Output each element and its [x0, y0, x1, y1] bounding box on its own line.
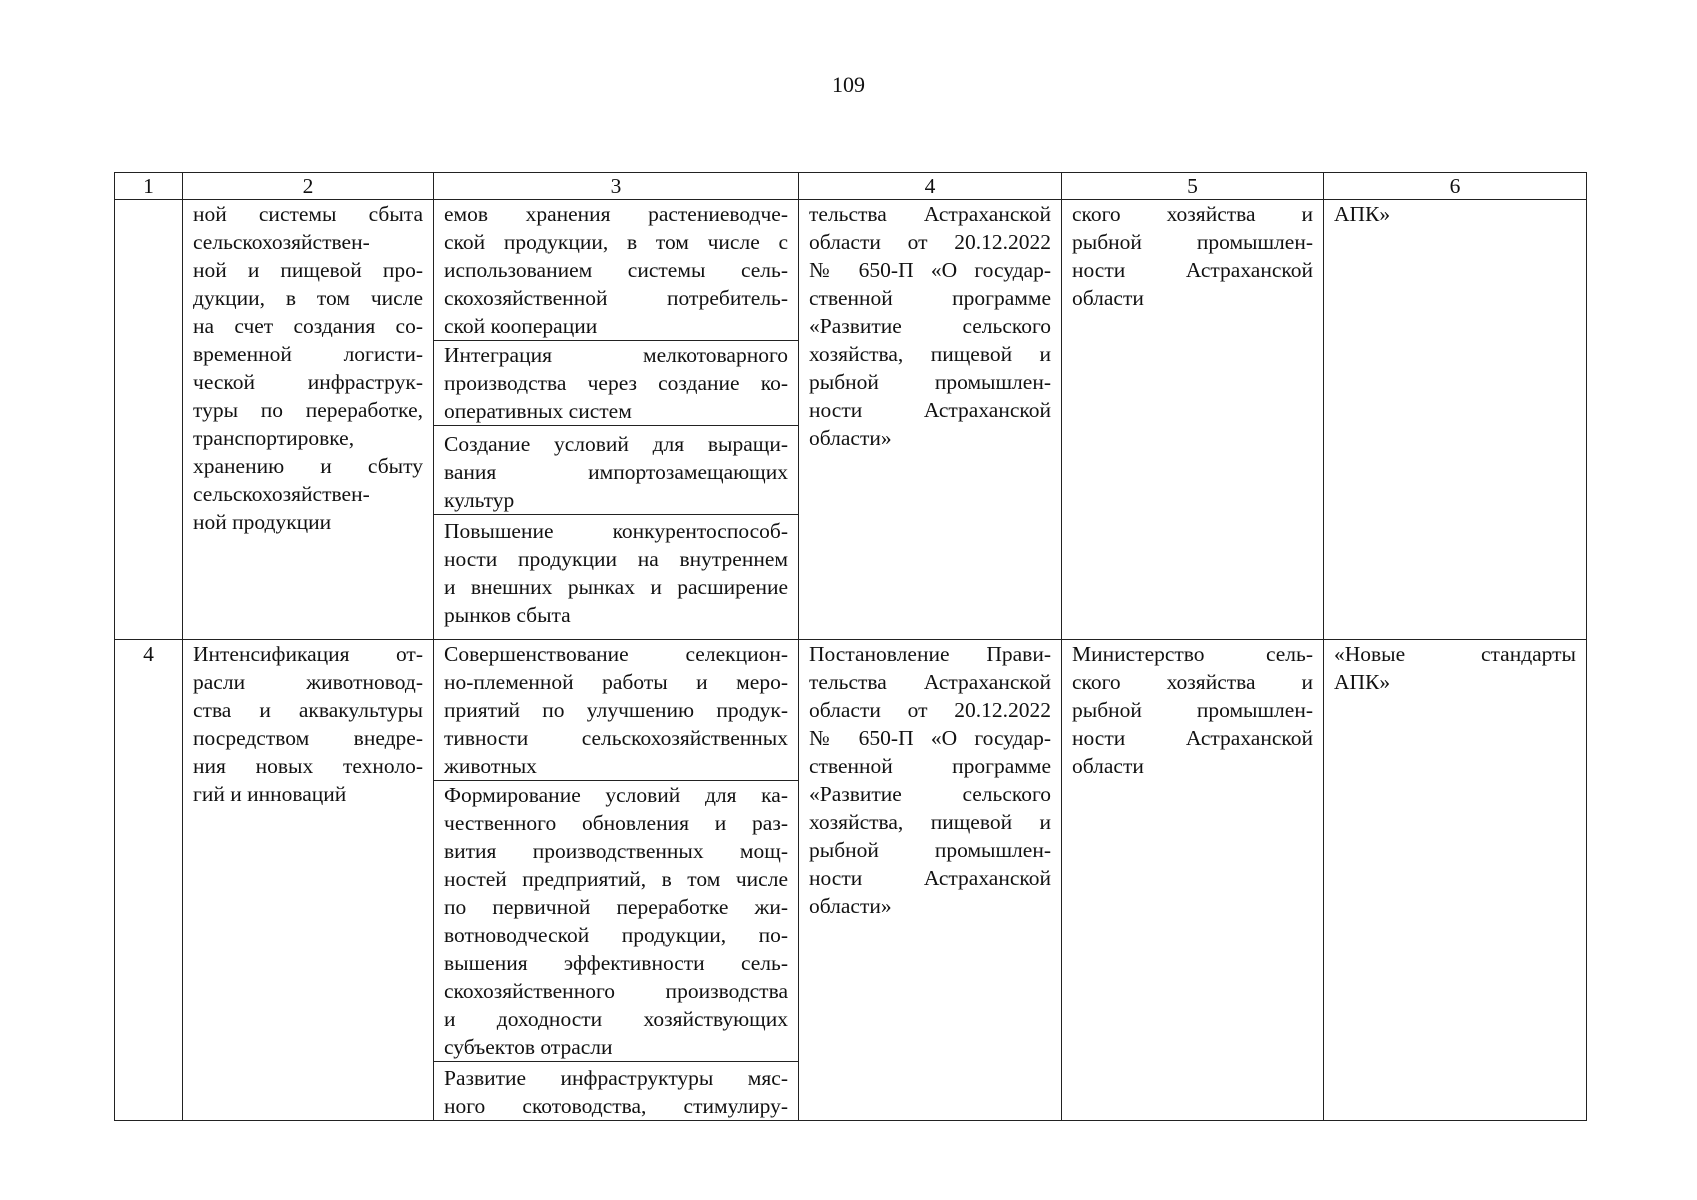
table-header-row — [115, 173, 1587, 200]
text-line: области — [1072, 286, 1144, 310]
text-line: сельскохозяйствен- — [193, 482, 370, 506]
text-line: Совершенствование селекцион- — [444, 642, 788, 666]
text-line: ной системы сбыта — [193, 202, 423, 226]
text-line: № 650-П «О государ- — [809, 258, 1051, 282]
row-number: 4 — [115, 640, 183, 1121]
text-line: и внешних рынках и расширение — [444, 575, 788, 599]
text-line: «Развитие сельского — [809, 782, 1051, 806]
text-line: производства через создание ко- — [444, 371, 788, 395]
text-line: ской кооперации — [444, 314, 598, 338]
text-line: ного скотоводства, стимулиру- — [444, 1094, 788, 1118]
text-line: Интенсификация от- — [193, 642, 423, 666]
table-row — [115, 200, 1587, 640]
text-line: культур — [444, 488, 515, 512]
text-line: ности Астраханской — [1072, 258, 1313, 282]
text-line: «Новые стандарты — [1334, 642, 1576, 666]
text-line: сельскохозяйствен- — [193, 230, 370, 254]
goal-cell — [183, 200, 434, 640]
text-line: Развитие инфраструктуры мяс- — [444, 1066, 788, 1090]
text-line: но-племенной работы и меро- — [444, 670, 788, 694]
text-line: ского хозяйства и — [1072, 670, 1313, 694]
text-line: рыбной промышлен- — [1072, 230, 1313, 254]
text-line: Министерство сель- — [1072, 642, 1313, 666]
text-line: тельства Астраханской — [809, 202, 1051, 226]
task-item — [434, 200, 798, 340]
text-line: области от 20.12.2022 — [809, 698, 1051, 722]
text-line: ной и пищевой про- — [193, 258, 423, 282]
goal-cell — [183, 640, 434, 1121]
project-cell — [1324, 640, 1587, 1121]
text-line: Постановление Прави- — [809, 642, 1051, 666]
text-line: ственной программе — [809, 286, 1051, 310]
text-line: гий и инноваций — [193, 782, 347, 806]
task-item — [434, 425, 798, 514]
text-line: ской продукции, в том числе с — [444, 230, 788, 254]
text-line: и доходности хозяйствующих — [444, 1007, 788, 1031]
text-line: ческой инфраструк- — [193, 370, 423, 394]
text-line: посредством внедре- — [193, 726, 423, 750]
project-cell — [1324, 200, 1587, 640]
text-line: скохозяйственной потребитель- — [444, 286, 788, 310]
text-line: вития производственных мощ- — [444, 839, 788, 863]
text-line: ния новых техноло- — [193, 754, 423, 778]
page-number: 109 — [832, 72, 865, 97]
text-line: Повышение конкурентоспособ- — [444, 519, 788, 543]
text-line: транспортировке, — [193, 426, 355, 450]
row-number — [115, 200, 183, 640]
task-item — [434, 340, 798, 425]
text-line: области — [1072, 754, 1144, 778]
text-line: области» — [809, 426, 892, 450]
tasks-cell — [434, 200, 799, 640]
text-line: рынков сбыта — [444, 603, 571, 627]
text-line: АПК» — [1334, 202, 1391, 226]
text-line: вания импортозамещающих — [444, 460, 788, 484]
text-line: вотноводческой продукции, по- — [444, 923, 788, 947]
text-line: по первичной переработке жи- — [444, 895, 788, 919]
text-line: ности продукции на внутреннем — [444, 547, 788, 571]
document-cell — [799, 640, 1062, 1121]
header-cell: 6 — [1324, 173, 1587, 200]
text-line: расли животновод- — [193, 670, 423, 694]
header-cell: 3 — [434, 173, 799, 200]
task-item — [434, 1061, 798, 1120]
text-line: рыбной промышлен- — [1072, 698, 1313, 722]
text-line: тельства Астраханской — [809, 670, 1051, 694]
header-cell: 5 — [1062, 173, 1324, 200]
text-line: рыбной промышлен- — [809, 838, 1051, 862]
text-line: дукции, в том числе — [193, 286, 423, 310]
text-line: ности Астраханской — [1072, 726, 1313, 750]
text-line: на счет создания со- — [193, 314, 423, 338]
text-line: ственной программе — [809, 754, 1051, 778]
tasks-cell — [434, 640, 799, 1121]
text-line: емов хранения растениеводче- — [444, 202, 788, 226]
text-line: ности Астраханской — [809, 866, 1051, 890]
text-line: субъектов отрасли — [444, 1035, 613, 1059]
text-line: Интеграция мелкотоварного — [444, 343, 788, 367]
text-line: чественного обновления и раз- — [444, 811, 788, 835]
organization-cell — [1062, 200, 1324, 640]
text-line: рыбной промышлен- — [809, 370, 1051, 394]
text-line: приятий по улучшению продук- — [444, 698, 788, 722]
text-line: использованием системы сель- — [444, 258, 788, 282]
organization-cell — [1062, 640, 1324, 1121]
document-cell — [799, 200, 1062, 640]
text-line: Формирование условий для ка- — [444, 783, 788, 807]
text-line: тивности сельскохозяйственных — [444, 726, 788, 750]
header-cell: 4 — [799, 173, 1062, 200]
text-line: животных — [444, 754, 537, 778]
table-row — [115, 640, 1587, 1121]
text-line: ности Астраханской — [809, 398, 1051, 422]
task-item — [434, 780, 798, 1061]
text-line: Создание условий для выращи- — [444, 432, 788, 456]
text-line: ского хозяйства и — [1072, 202, 1313, 226]
text-line: ной продукции — [193, 510, 332, 534]
text-line: оперативных систем — [444, 399, 632, 423]
program-table — [114, 172, 1587, 1121]
header-cell: 1 — [115, 173, 183, 200]
text-line: области» — [809, 894, 892, 918]
text-line: вышения эффективности сель- — [444, 951, 788, 975]
text-line: «Развитие сельского — [809, 314, 1051, 338]
header-cell: 2 — [183, 173, 434, 200]
text-line: № 650-П «О государ- — [809, 726, 1051, 750]
text-line: области от 20.12.2022 — [809, 230, 1051, 254]
text-line: хранению и сбыту — [193, 454, 423, 478]
task-item — [434, 514, 798, 629]
text-line: ства и аквакультуры — [193, 698, 423, 722]
text-line: хозяйства, пищевой и — [809, 342, 1051, 366]
text-line: скохозяйственного производства — [444, 979, 788, 1003]
text-line: АПК» — [1334, 670, 1391, 694]
text-line: ностей предприятий, в том числе — [444, 867, 788, 891]
task-item — [434, 640, 798, 780]
text-line: хозяйства, пищевой и — [809, 810, 1051, 834]
text-line: временной логисти- — [193, 342, 423, 366]
text-line: туры по переработке, — [193, 398, 423, 422]
